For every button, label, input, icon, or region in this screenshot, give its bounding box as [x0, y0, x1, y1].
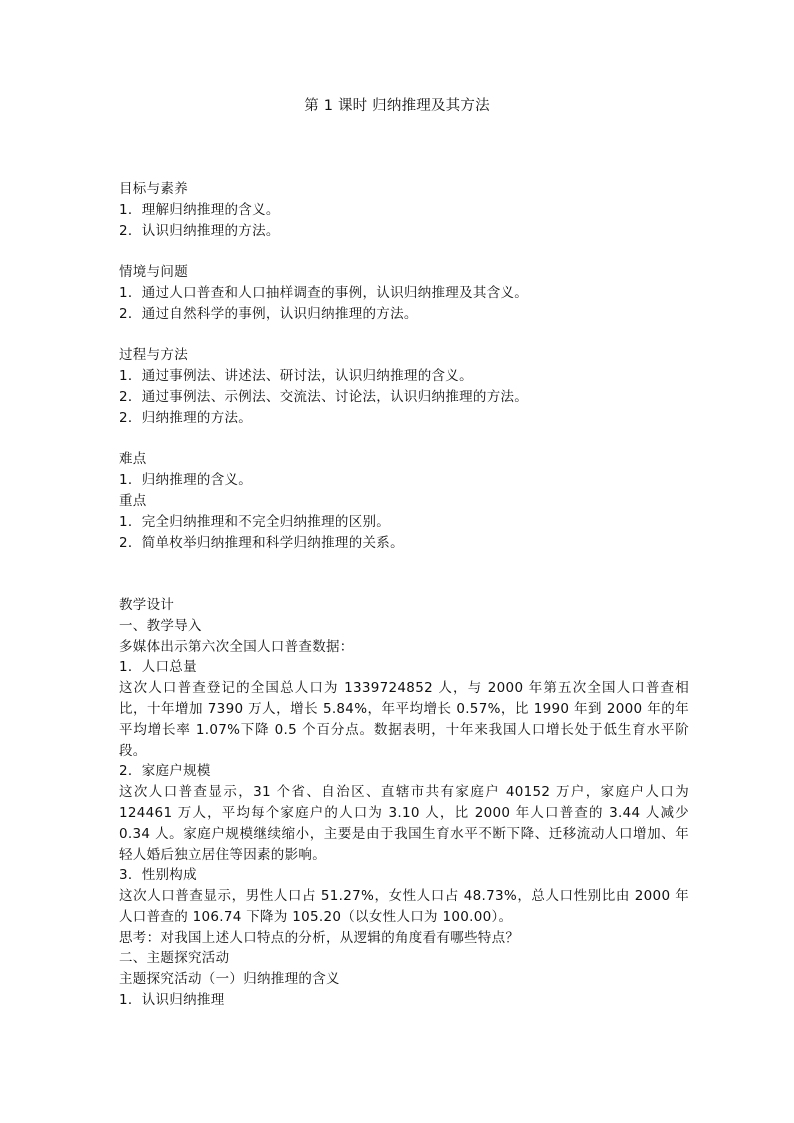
- question-text: 思考：对我国上述人口特点的分析，从逻辑的角度看有哪些特点？: [119, 929, 520, 946]
- household-text: 这次人口普查显示，31 个省、自治区、直辖市共有家庭户 40152 万户，家庭户人口为 124461 万人，平均每个家庭户的人口为 3.10 人，比 2000 年人口普查的 3.44 人减少 0.34 人。家庭户规模继续缩小，主要是由于我国生育水平不断下降、迁移流动人口增加、年轻人婚后独立居住等因素的影响。: [119, 784, 689, 863]
- key-points-item: 2．简单枚举归纳推理和科学归纳推理的关系。: [119, 534, 404, 551]
- spacer: [119, 241, 689, 262]
- intro-heading: 一、教学导入: [119, 617, 202, 634]
- gender-text: 这次人口普查显示，男性人口占 51.27%，女性人口占 48.73%，总人口性别比由 2000 年人口普查的 106.74 下降为 105.20（以女性人口为 100.00）。: [119, 888, 689, 925]
- activity-subheading: 主题探究活动（一）归纳推理的含义: [119, 971, 340, 988]
- situations-heading: 情境与问题: [119, 264, 188, 281]
- total-population-text: 这次人口普查登记的全国总人口为 1339724852 人，与 2000 年第五次全国人口普查相比，十年增加 7390 万人，增长 5.84%，年平均增长 0.57%，比 1990 年到 2000 年的年平均增长率 1.07%下降 0.5 个百分点。数据表明，十年来我国人口增长处于低生育水平阶段。: [119, 680, 689, 759]
- goals-item: 1．理解归纳推理的含义。: [119, 201, 280, 218]
- design-heading: 教学设计: [119, 596, 175, 613]
- difficulty-item: 1．归纳推理的含义。: [119, 472, 253, 489]
- intro-text: 多媒体出示第六次全国人口普查数据：: [119, 638, 354, 655]
- goals-heading: 目标与素养: [119, 181, 188, 197]
- process-item: 2．归纳推理的方法。: [119, 409, 253, 426]
- process-item: 1．通过事例法、讲述法、研讨法，认识归纳推理的含义。: [119, 368, 473, 385]
- activity-heading: 二、主题探究活动: [119, 950, 230, 967]
- gender-heading: 3．性别构成: [119, 867, 197, 884]
- difficulty-heading: 难点: [119, 451, 147, 468]
- goals-item: 2．认识归纳推理的方法。: [119, 222, 280, 239]
- key-points-heading: 重点: [119, 492, 147, 509]
- spacer: [119, 429, 689, 450]
- spacer: [119, 553, 689, 595]
- total-population-heading: 1．人口总量: [119, 659, 197, 676]
- situations-item: 1．通过人口普查和人口抽样调查的事例，认识归纳推理及其含义。: [119, 284, 529, 301]
- process-item: 2．通过事例法、示例法、交流法、讨论法，认识归纳推理的方法。: [119, 388, 529, 405]
- activity-item: 1．认识归纳推理: [119, 992, 225, 1009]
- key-points-item: 1．完全归纳推理和不完全归纳推理的区别。: [119, 513, 391, 530]
- household-heading: 2．家庭户规模: [119, 763, 211, 780]
- process-heading: 过程与方法: [119, 347, 188, 364]
- situations-item: 2．通过自然科学的事例，认识归纳推理的方法。: [119, 305, 418, 322]
- page-title: 第 1 课时 归纳推理及其方法: [304, 98, 490, 114]
- document-body: [119, 179, 689, 1011]
- spacer: [119, 325, 689, 346]
